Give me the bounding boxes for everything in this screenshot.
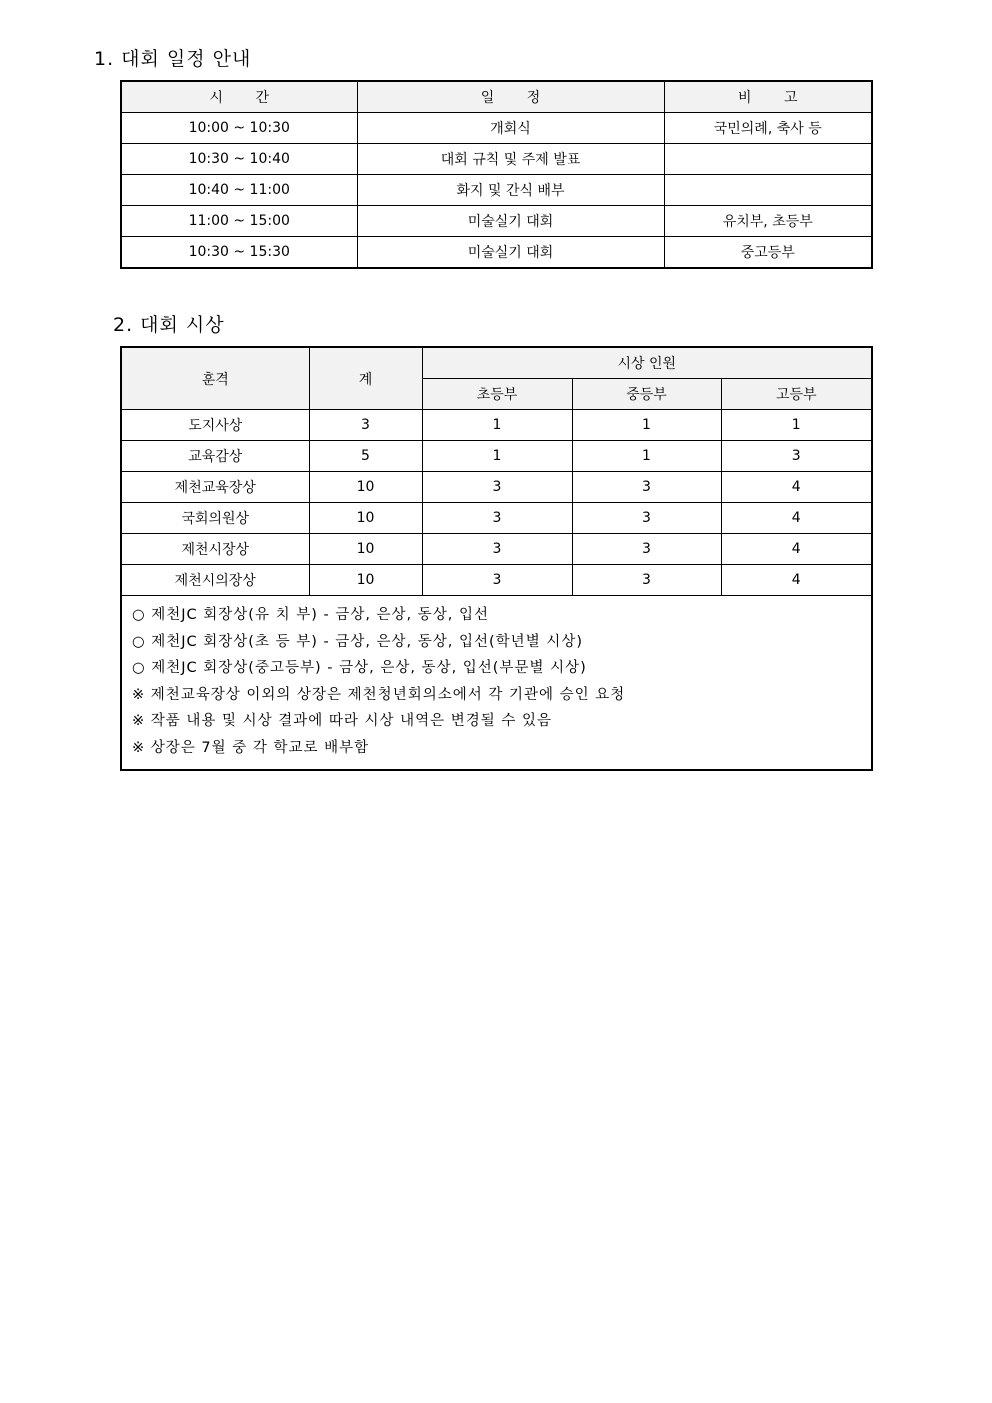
award-middle: 3 [572, 472, 721, 503]
award-high: 3 [721, 441, 872, 472]
award-total: 10 [309, 503, 422, 534]
header-middle: 중등부 [572, 379, 721, 410]
award-high: 4 [721, 472, 872, 503]
award-elementary: 3 [422, 565, 572, 596]
header-high: 고등부 [721, 379, 872, 410]
award-row [121, 503, 872, 534]
schedule-time: 10:40 ~ 11:00 [121, 175, 357, 206]
award-name: 제천교육장상 [121, 472, 309, 503]
award-row [121, 534, 872, 565]
award-row [121, 441, 872, 472]
award-middle: 1 [572, 441, 721, 472]
award-total: 10 [309, 472, 422, 503]
header-elementary: 초등부 [422, 379, 572, 410]
award-elementary: 3 [422, 534, 572, 565]
note-line: ※ 제천교육장상 이외의 상장은 제천청년회의소에서 각 기관에 승인 요청 [132, 686, 626, 703]
award-elementary: 3 [422, 503, 572, 534]
schedule-row [121, 237, 872, 269]
header-note: 비 고 [664, 81, 872, 113]
award-elementary: 1 [422, 441, 572, 472]
award-total: 3 [309, 410, 422, 441]
schedule-note: 국민의례, 축사 등 [664, 113, 872, 144]
schedule-row [121, 144, 872, 175]
header-award: 훈격 [121, 347, 309, 410]
note-line: ○ 제천JC 회장상(유 치 부) - 금상, 은상, 동상, 입선 [132, 607, 490, 623]
award-high: 4 [721, 503, 872, 534]
schedule-event: 미술실기 대회 [357, 237, 664, 269]
award-middle: 3 [572, 534, 721, 565]
schedule-time: 10:00 ~ 10:30 [121, 113, 357, 144]
awards-table [120, 346, 873, 771]
award-row [121, 565, 872, 596]
schedule-note [664, 144, 872, 175]
header-time: 시 간 [121, 81, 357, 113]
award-elementary: 3 [422, 472, 572, 503]
schedule-event: 대회 규칙 및 주제 발표 [357, 144, 664, 175]
note-line: ○ 제천JC 회장상(중고등부) - 금상, 은상, 동상, 입선(부문별 시상) [132, 660, 587, 676]
schedule-event: 개회식 [357, 113, 664, 144]
schedule-note: 중고등부 [664, 237, 872, 269]
award-name: 제천시의장상 [121, 565, 309, 596]
award-total: 10 [309, 534, 422, 565]
award-name: 교육감상 [121, 441, 309, 472]
schedule-table [120, 80, 873, 269]
section-title-awards: 2. 대회 시상 [113, 314, 225, 336]
header-total: 계 [309, 347, 422, 410]
award-middle: 3 [572, 565, 721, 596]
award-total: 10 [309, 565, 422, 596]
note-line: ※ 작품 내용 및 시상 결과에 따라 시상 내역은 변경될 수 있음 [132, 713, 553, 729]
award-name: 도지사상 [121, 410, 309, 441]
schedule-row [121, 206, 872, 237]
award-row [121, 410, 872, 441]
schedule-row [121, 175, 872, 206]
note-line: ○ 제천JC 회장상(초 등 부) - 금상, 은상, 동상, 입선(학년별 시상) [132, 633, 583, 650]
section-title-schedule: 1. 대회 일정 안내 [94, 48, 252, 70]
schedule-row [121, 113, 872, 144]
awards-notes-row [121, 596, 872, 771]
note-line: ※ 상장은 7월 중 각 학교로 배부함 [132, 739, 370, 756]
award-row [121, 472, 872, 503]
awards-header-row-1 [121, 347, 872, 379]
award-high: 4 [721, 534, 872, 565]
schedule-time: 10:30 ~ 10:40 [121, 144, 357, 175]
schedule-event: 화지 및 간식 배부 [357, 175, 664, 206]
award-middle: 3 [572, 503, 721, 534]
award-high: 4 [721, 565, 872, 596]
awards-notes [121, 596, 872, 771]
award-middle: 1 [572, 410, 721, 441]
schedule-time: 11:00 ~ 15:00 [121, 206, 357, 237]
schedule-note [664, 175, 872, 206]
schedule-header-row [121, 81, 872, 113]
schedule-event: 미술실기 대회 [357, 206, 664, 237]
schedule-note: 유치부, 초등부 [664, 206, 872, 237]
header-award-count-group: 시상 인원 [422, 347, 872, 379]
header-event: 일 정 [357, 81, 664, 113]
award-total: 5 [309, 441, 422, 472]
award-name: 제천시장상 [121, 534, 309, 565]
award-name: 국회의원상 [121, 503, 309, 534]
schedule-time: 10:30 ~ 15:30 [121, 237, 357, 269]
award-elementary: 1 [422, 410, 572, 441]
award-high: 1 [721, 410, 872, 441]
